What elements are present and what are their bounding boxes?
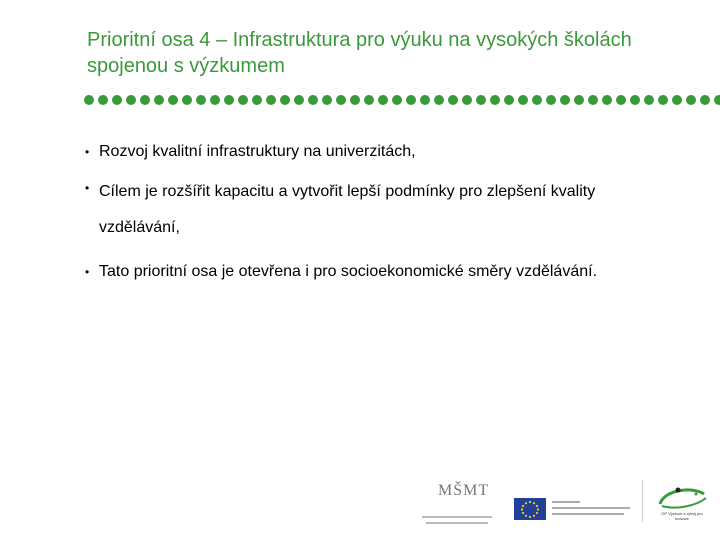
divider-dot (490, 95, 500, 105)
divider-dot (644, 95, 654, 105)
divider-dot (112, 95, 122, 105)
bullet-text: Rozvoj kvalitní infrastruktury na univerzitách, (99, 143, 416, 160)
logo-text-line (552, 513, 624, 515)
bullet-list (85, 138, 695, 286)
bullet-text: Tato prioritní osa je otevřena i pro socioekonomické směry vzdělávání. (99, 263, 598, 280)
divider-dot (532, 95, 542, 105)
divider-dot (252, 95, 262, 105)
divider-dot (210, 95, 220, 105)
divider-dot (350, 95, 360, 105)
divider-dot (84, 95, 94, 105)
bullet-icon: • (85, 265, 90, 279)
divider-dot (588, 95, 598, 105)
bullet-icon: • (85, 145, 90, 159)
footer-logos (410, 478, 720, 540)
bullet-text: Cílem je rozšířit kapacitu a vytvořit lepší podmínky pro zlepšení kvality vzdělávání, (99, 183, 596, 236)
divider-dot (420, 95, 430, 105)
divider-dot (476, 95, 486, 105)
bullet-item (85, 174, 695, 246)
divider-dot (700, 95, 710, 105)
msmt-logo (420, 484, 495, 532)
divider-dot (168, 95, 178, 105)
logo-text-line (422, 516, 492, 518)
divider-dot (560, 95, 570, 105)
divider-dot (308, 95, 318, 105)
divider-dot (672, 95, 682, 105)
divider-dot (280, 95, 290, 105)
divider-dot (196, 95, 206, 105)
divider-dot (126, 95, 136, 105)
divider-dot (574, 95, 584, 105)
divider-dot (336, 95, 346, 105)
eu-logo (514, 496, 630, 522)
divider-dot (462, 95, 472, 105)
divider-dot (504, 95, 514, 105)
slide-title: Prioritní osa 4 – Infrastruktura pro výuku na vysokých školách spojenou s výzkumem (87, 29, 632, 77)
bullet-icon: • (85, 181, 90, 195)
divider-dot (154, 95, 164, 105)
logo-text-line (552, 501, 580, 503)
divider-dot (406, 95, 416, 105)
msmt-logo-text: MŠMT (438, 482, 490, 499)
op-vavpi-logo (652, 482, 714, 530)
divider-dot (182, 95, 192, 105)
divider-dot (294, 95, 304, 105)
divider-dot (546, 95, 556, 105)
divider-dot (392, 95, 402, 105)
divider-dot (322, 95, 332, 105)
logo-text-line (426, 522, 488, 524)
eu-stars-icon (519, 500, 541, 518)
divider-dot (238, 95, 248, 105)
op-logo-label: OP Výzkum a vývoj pro inovace (661, 511, 703, 521)
divider-dot (266, 95, 276, 105)
logo-separator (642, 480, 643, 522)
divider-dot (364, 95, 374, 105)
bullet-item (85, 138, 695, 166)
divider-dot (140, 95, 150, 105)
dot-divider (84, 95, 720, 107)
divider-dot (630, 95, 640, 105)
divider-dot (98, 95, 108, 105)
divider-dot (224, 95, 234, 105)
logo-text-line (552, 507, 630, 509)
divider-dot (714, 95, 720, 105)
divider-dot (518, 95, 528, 105)
divider-dot (616, 95, 626, 105)
op-swirl-icon (652, 482, 714, 512)
divider-dot (686, 95, 696, 105)
divider-dot (378, 95, 388, 105)
bullet-item (85, 258, 695, 286)
divider-dot (434, 95, 444, 105)
divider-dot (602, 95, 612, 105)
divider-dot (658, 95, 668, 105)
eu-flag-icon (514, 498, 546, 520)
divider-dot (448, 95, 458, 105)
